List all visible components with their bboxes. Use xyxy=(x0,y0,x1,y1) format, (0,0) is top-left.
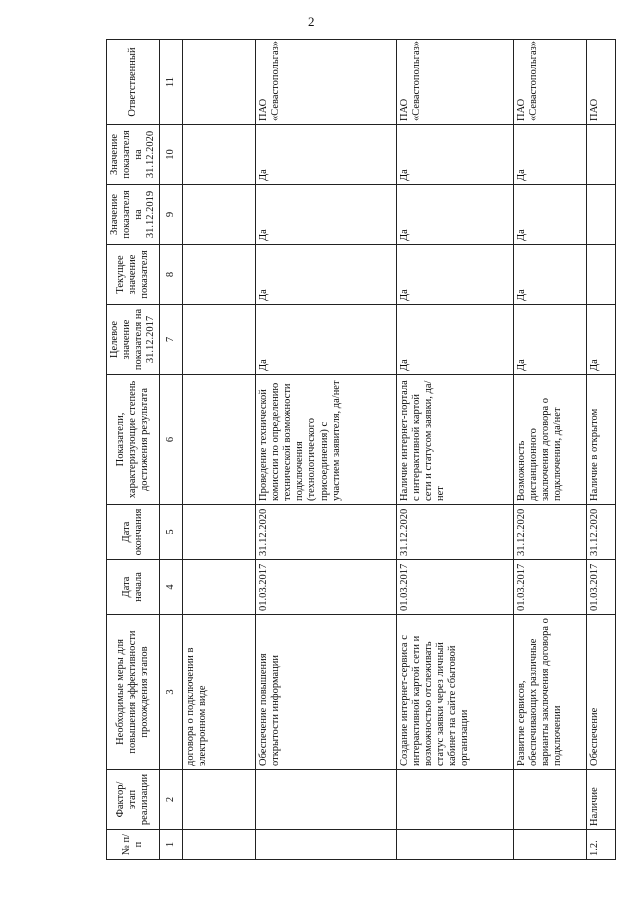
cell-measures: Обеспечение xyxy=(586,615,615,770)
cell-measures: Создание интернет-сервиса с интерактивной картой сети и возможностью отслеживать статус заявки через личный кабинет на сайте сбытовой организации xyxy=(397,615,514,770)
header-indicator: Показатели, характеризующие степень достижения результата xyxy=(107,375,160,505)
col-number: 6 xyxy=(160,375,183,505)
col-number: 11 xyxy=(160,40,183,125)
cell-2020 xyxy=(183,125,256,185)
header-target-2017: Целевое значение показателя на 31.12.2017 xyxy=(107,305,160,375)
cell-target: Да xyxy=(397,305,514,375)
table-row xyxy=(513,40,586,860)
cell-num: 1.2. xyxy=(586,830,615,860)
col-number: 3 xyxy=(160,615,183,770)
cell-target: Да xyxy=(256,305,397,375)
cell-indicator: Наличие в открытом xyxy=(586,375,615,505)
header-end-date: Дата окончания xyxy=(107,505,160,560)
header-row xyxy=(107,40,160,860)
cell-target: Да xyxy=(586,305,615,375)
header-start-date: Дата начала xyxy=(107,560,160,615)
cell-2019: Да xyxy=(397,185,514,245)
header-value-2020: Значение показателя на 31.12.2020 xyxy=(107,125,160,185)
cell-2020: Да xyxy=(397,125,514,185)
header-factor: Фактор/этап реализации xyxy=(107,770,160,830)
cell-factor xyxy=(397,770,514,830)
cell-end: 31.12.2020 xyxy=(256,505,397,560)
cell-2019: Да xyxy=(513,185,586,245)
cell-end: 31.12.2020 xyxy=(397,505,514,560)
cell-current: Да xyxy=(256,245,397,305)
cell-indicator: Проведение технической комиссии по определению технической возможности подключения (технологического присоединения) с участием заявителя, да/нет xyxy=(256,375,397,505)
col-number: 7 xyxy=(160,305,183,375)
cell-start xyxy=(183,560,256,615)
cell-start: 01.03.2017 xyxy=(256,560,397,615)
cell-measures: Развитие сервисов, обеспечивающих различные варианты заключения договора о подключении xyxy=(513,615,586,770)
cell-responsible: ПАО «Севастопольгаз» xyxy=(513,40,586,125)
cell-factor xyxy=(183,770,256,830)
cell-end: 31.12.2020 xyxy=(586,505,615,560)
measures-table xyxy=(106,39,616,860)
cell-indicator xyxy=(183,375,256,505)
cell-2019 xyxy=(183,185,256,245)
cell-num xyxy=(183,830,256,860)
header-measures: Необходимые меры для повышения эффективности прохождения этапов xyxy=(107,615,160,770)
table-row xyxy=(183,40,256,860)
cell-responsible xyxy=(183,40,256,125)
cell-target: Да xyxy=(513,305,586,375)
col-number: 10 xyxy=(160,125,183,185)
rotated-table-wrapper xyxy=(106,40,616,860)
cell-measures: Обеспечение повышения открытости информации xyxy=(256,615,397,770)
cell-factor xyxy=(513,770,586,830)
col-number: 2 xyxy=(160,770,183,830)
col-number: 8 xyxy=(160,245,183,305)
header-responsible: Ответственный xyxy=(107,40,160,125)
cell-current: Да xyxy=(397,245,514,305)
cell-responsible: ПАО xyxy=(586,40,615,125)
page-number: 2 xyxy=(308,14,315,29)
table-row xyxy=(256,40,397,860)
cell-current xyxy=(183,245,256,305)
cell-current: Да xyxy=(513,245,586,305)
cell-responsible: ПАО «Севастопольгаз» xyxy=(397,40,514,125)
cell-measures: договора о подключении в электронном виде xyxy=(183,615,256,770)
cell-target xyxy=(183,305,256,375)
cell-num xyxy=(397,830,514,860)
col-number: 4 xyxy=(160,560,183,615)
cell-2019: Да xyxy=(256,185,397,245)
cell-start: 01.03.2017 xyxy=(513,560,586,615)
cell-2020: Да xyxy=(256,125,397,185)
cell-end xyxy=(183,505,256,560)
cell-start: 01.03.2017 xyxy=(586,560,615,615)
cell-current xyxy=(586,245,615,305)
cell-2020: Да xyxy=(513,125,586,185)
cell-num xyxy=(256,830,397,860)
header-current: Текущее значение показателя xyxy=(107,245,160,305)
cell-2019 xyxy=(586,185,615,245)
col-number: 9 xyxy=(160,185,183,245)
table-row xyxy=(586,40,615,860)
cell-end: 31.12.2020 xyxy=(513,505,586,560)
cell-factor: Наличие xyxy=(586,770,615,830)
cell-indicator: Возможность дистанционного заключения договора о подключении, да/нет xyxy=(513,375,586,505)
col-number: 5 xyxy=(160,505,183,560)
column-number-row xyxy=(160,40,183,860)
cell-start: 01.03.2017 xyxy=(397,560,514,615)
cell-factor xyxy=(256,770,397,830)
header-value-2019: Значение показателя на 31.12.2019 xyxy=(107,185,160,245)
col-number: 1 xyxy=(160,830,183,860)
cell-num xyxy=(513,830,586,860)
cell-indicator: Наличие интернет-портала с интерактивной картой сети и статусом заявки, да/нет xyxy=(397,375,514,505)
cell-responsible: ПАО «Севастопольгаз» xyxy=(256,40,397,125)
table-row xyxy=(397,40,514,860)
cell-2020 xyxy=(586,125,615,185)
header-num: № п/п xyxy=(107,830,160,860)
